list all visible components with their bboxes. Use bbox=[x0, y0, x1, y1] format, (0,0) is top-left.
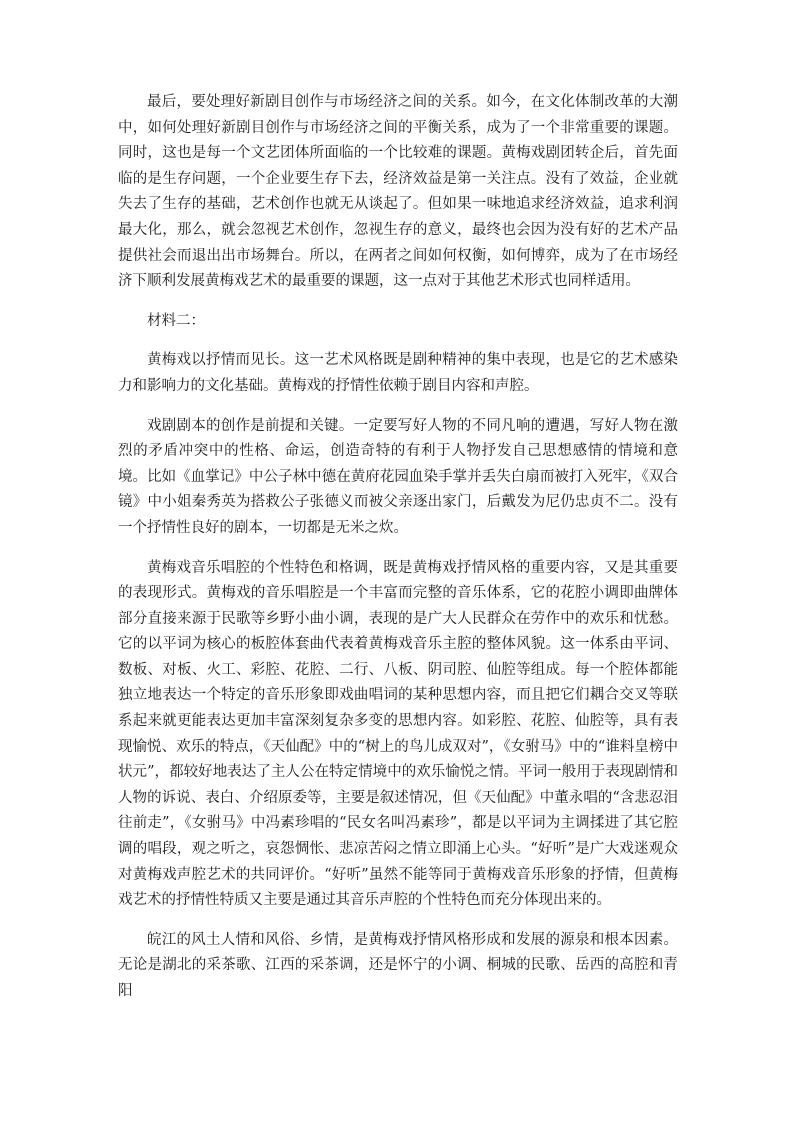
paragraph-local-customs: 皖江的风土人情和风俗、乡情，是黄梅戏抒情风格形成和发展的源泉和根本因素。无论是湖北的采茶歌、江西的采茶调，还是怀宁的小调、桐城的民歌、岳西的高腔和青阳 bbox=[118, 931, 678, 999]
document-page bbox=[118, 90, 678, 1019]
paragraph-market-economy: 最后，要处理好新剧目创作与市场经济之间的关系。如今，在文化体制改革的大潮中，如何处理好新剧目创作与市场经济之间的平衡关系，成为了一个非常重要的课题。同时，这也是每一个文艺团体所面临的一个比较难的课题。黄梅戏剧团转企后，首先面临的是生存问题，一个企业要生存下去，经济效益是第一关注点。没有了效益，企业就失去了生存的基础，艺术创作也就无从谈起了。但如果一味地追求经济效益，追求利润最大化，那么，就会忽视艺术创作，忽视生存的意义，最终也会因为没有好的艺术产品提供社会而退出出市场舞台。所以，在两者之间如何权衡，如何博弈，成为了在市场经济下顺利发展黄梅戏艺术的最重要的课题，这一点对于其他艺术形式也同样适用。 bbox=[118, 94, 678, 290]
paragraph-lyrical-style: 黄梅戏以抒情而见长。这一艺术风格既是剧种精神的集中表现，也是它的艺术感染力和影响力的文化基础。黄梅戏的抒情性依赖于剧目内容和声腔。 bbox=[118, 352, 678, 394]
paragraph-music-singing: 黄梅戏音乐唱腔的个性特色和格调，既是黄梅戏抒情风格的重要内容，又是其重要的表现形式。黄梅戏的音乐唱腔是一个丰富而完整的音乐体系，它的花腔小调即曲牌体部分直接来源于民歌等乡野小曲小调，表现的是广大人民群众在劳作中的欢乐和忧愁。它的以平词为核心的板腔体套曲代表着黄梅戏音乐主腔的整体风貌。这一体系由平词、数板、对板、火工、彩腔、花腔、二行、八板、阴司腔、仙腔等组成。每一个腔体都能独立地表达一个特定的音乐形象即戏曲唱词的某种思想内容，而且把它们耦合交叉等联系起来就更能表达更加丰富深刻复杂多变的思想内容。如彩腔、花腔、仙腔等，具有表现愉悦、欢乐的特点，《天仙配》中的“树上的鸟儿成双对”，《女驸马》中的“谁料皇榜中状元”，都较好地表达了主人公在特定情境中的欢乐愉悦之情。平词一般用于表现剧情和人物的诉说、表白、介绍原委等，主要是叙述情况，但《天仙配》中董永唱的“含悲忍泪往前走”，《女驸马》中冯素珍唱的“民女名叫冯素珍”，都是以平词为主调揉进了其它腔调的唱段，观之听之，哀怨惆怅、悲凉苦闷之情立即涌上心头。“好听”是广大戏迷观众对黄梅戏声腔艺术的共同评价。“好听”虽然不能等同于黄梅戏音乐形象的抒情，但黄梅戏艺术的抒情性特质又主要是通过其音乐声腔的个性特色而充分体现出来的。 bbox=[118, 559, 678, 909]
section-label-material-two: 材料二： bbox=[147, 312, 205, 329]
paragraph-script-creation: 戏剧剧本的创作是前提和关键。一定要写好人物的不同凡响的遭遇，写好人物在激烈的矛盾冲突中的性格、命运，创造奇特的有利于人物抒发自己思想感情的情境和意境。比如《血掌记》中公子林中德在黄府花园血染手掌并丢失白扇而被打入死牢，《双合镜》中小姐秦秀英为搭救公子张德义而被父亲逐出家门，后戴发为尼仍忠贞不二。没有一个抒情性良好的剧本，一切都是无米之炊。 bbox=[118, 417, 678, 536]
